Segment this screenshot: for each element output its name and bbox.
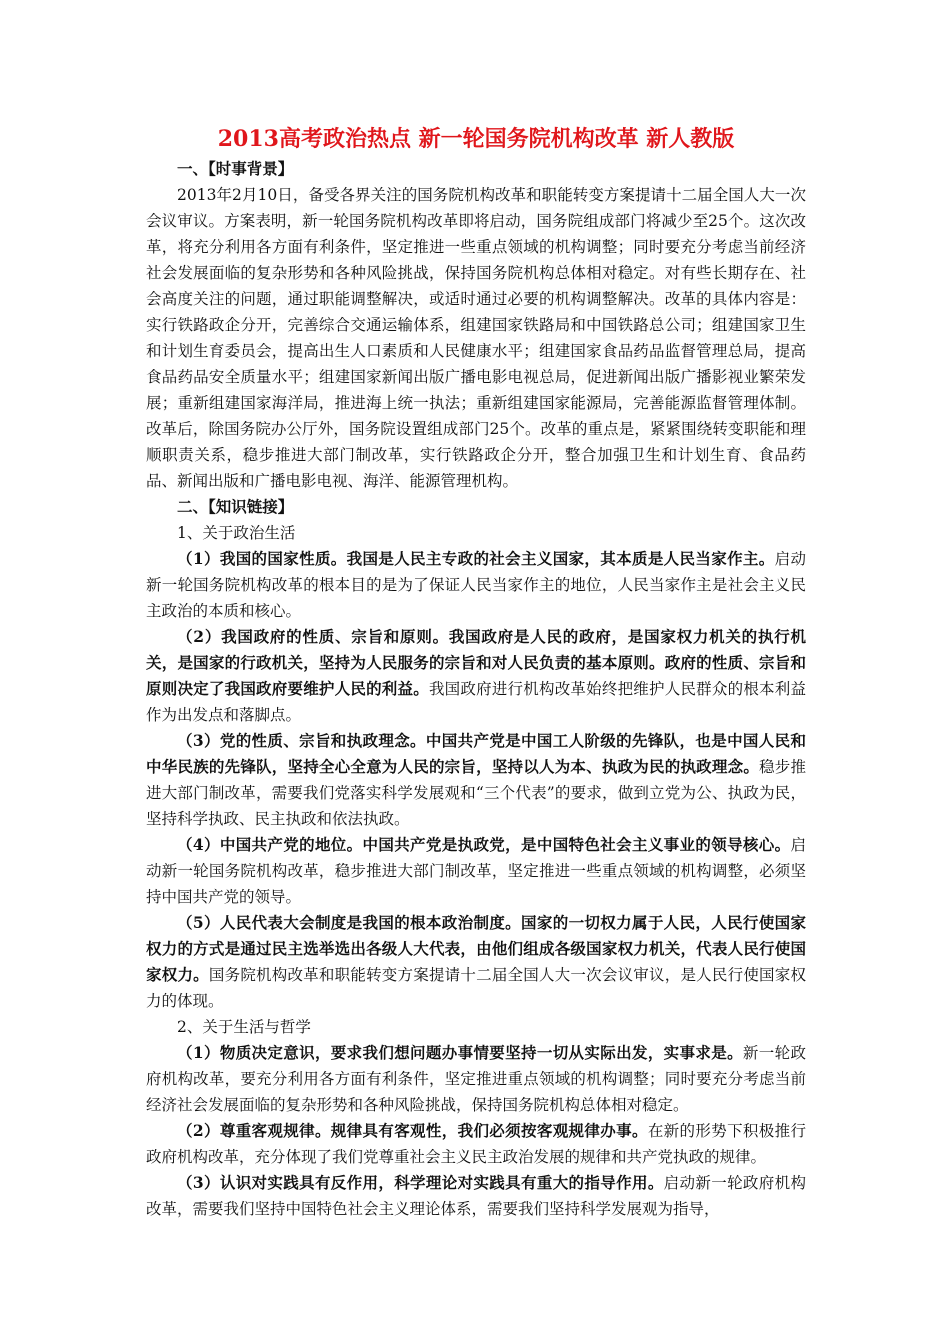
- paragraph-bold: （5）人民代表大会制度是我国的根本政治制度。国家的一切权力属于人民，人民行使国家权力的方式是通过民主选举选出各级人大代表，由他们组成各级国家权力机关，代表人民行使国家权力。: [146, 913, 806, 984]
- paragraph-bold: （3）党的性质、宗旨和执政理念。中国共产党是中国工人阶级的先锋队，也是中国人民和中华民族的先锋队，坚持全心全意为人民的宗旨，坚持以人为本、执政为民的执政理念。: [146, 731, 806, 776]
- paragraph-bold: （3）认识对实践具有反作用，科学理论对实践具有重大的指导作用。: [177, 1173, 664, 1192]
- background-paragraph: 2013年2月10日，备受各界关注的国务院机构改革和职能转变方案提请十二届全国人大一次会议审议。方案表明，新一轮国务院机构改革即将启动，国务院组成部门将减少至25个。这次改革，将充分利用各方面有利条件，坚定推进一些重点领域的机构调整；同时要充分考虑当前经济社会发展面临的复杂形势和各种风险挑战，保持国务院机构总体相对稳定。对有些长期存在、社会高度关注的问题，通过职能调整解决，或适时通过必要的机构调整解决。改革的具体内容是：实行铁路政企分开，完善综合交通运输体系，组建国家铁路局和中国铁路总公司；组建国家卫生和计划生育委员会，提高出生人口素质和人民健康水平；组建国家食品药品监督管理总局，提高食品药品安全质量水平；组建国家新闻出版广播电影电视总局，促进新闻出版广播影视业繁荣发展；重新组建国家海洋局，推进海上统一执法；重新组建国家能源局，完善能源监督管理体制。改革后，除国务院办公厅外，国务院设置组成部门25个。改革的重点是，紧紧围绕转变职能和理顺职责关系，稳步推进大部门制改革，实行铁路政企分开，整合加强卫生和计划生育、食品药品、新闻出版和广播电影电视、海洋、能源管理机构。: [146, 186, 806, 490]
- page-title: 2013高考政治热点 新一轮国务院机构改革 新人教版: [217, 126, 735, 152]
- paragraph-politics-2: [146, 624, 806, 728]
- paragraph-text: 启动新一轮国务院机构改革，稳步推进大部门制改革，坚定推进一些重点领域的机构调整，必须坚持中国共产党的领导。: [146, 836, 806, 906]
- paragraph-politics-1: [146, 546, 806, 624]
- paragraph-bold: （2）我国政府的性质、宗旨和原则。我国政府是人民的政府，是国家权力机关的执行机关，是国家的行政机关，坚持为人民服务的宗旨和对人民负责的基本原则。政府的性质、宗旨和原则决定了我国政府要维护人民的利益。: [146, 627, 806, 698]
- paragraph-bold: （2）尊重客观规律。规律具有客观性，我们必须按客观规律办事。: [177, 1121, 648, 1140]
- paragraph-philosophy-1: [146, 1040, 806, 1118]
- paragraph-politics-5: [146, 910, 806, 1014]
- paragraph-politics-3: [146, 728, 806, 832]
- paragraph-text: 启动新一轮政府机构改革，需要我们坚持中国特色社会主义理论体系，需要我们坚持科学发展观为指导，: [146, 1174, 806, 1218]
- paragraph-text: 启动新一轮国务院机构改革的根本目的是为了保证人民当家作主的地位，人民当家作主是社会主义民主政治的本质和核心。: [146, 550, 806, 620]
- paragraph-text: 我国政府进行机构改革始终把维护人民群众的根本利益作为出发点和落脚点。: [146, 680, 806, 724]
- paragraph-text: 新一轮政府机构改革，要充分利用各方面有利条件，坚定推进重点领域的机构调整；同时要充分考虑当前经济社会发展面临的复杂形势和各种风险挑战，保持国务院机构总体相对稳定。: [146, 1044, 806, 1114]
- document-body: [146, 124, 806, 1222]
- paragraph-politics-4: [146, 832, 806, 910]
- paragraph-bold: （1）我国的国家性质。我国是人民主专政的社会主义国家，其本质是人民当家作主。: [177, 549, 775, 568]
- paragraph-bold: （4）中国共产党的地位。中国共产党是执政党，是中国特色社会主义事业的领导核心。: [177, 835, 791, 854]
- paragraph-text: 国务院机构改革和职能转变方案提请十二届全国人大一次会议审议，是人民行使国家权力的体现。: [146, 966, 806, 1010]
- paragraph-text: 稳步推进大部门制改革，需要我们党落实科学发展观和“三个代表”的要求，做到立党为公、执政为民，坚持科学执政、民主执政和依法执政。: [146, 758, 806, 828]
- section-heading-background: 一、【时事背景】: [177, 159, 294, 178]
- paragraph-philosophy-2: [146, 1118, 806, 1170]
- paragraph-bold: （1）物质决定意识，要求我们想问题办事情要坚持一切从实际出发，实事求是。: [177, 1043, 743, 1062]
- paragraph-text: 在新的形势下积极推行政府机构改革，充分体现了我们党尊重社会主义民主政治发展的规律和共产党执政的规律。: [146, 1122, 806, 1166]
- subheading-philosophy: 2、关于生活与哲学: [177, 1018, 311, 1036]
- subheading-politics: 1、关于政治生活: [177, 524, 296, 542]
- paragraph-philosophy-3: [146, 1170, 806, 1222]
- section-heading-knowledge: 二、【知识链接】: [177, 497, 294, 516]
